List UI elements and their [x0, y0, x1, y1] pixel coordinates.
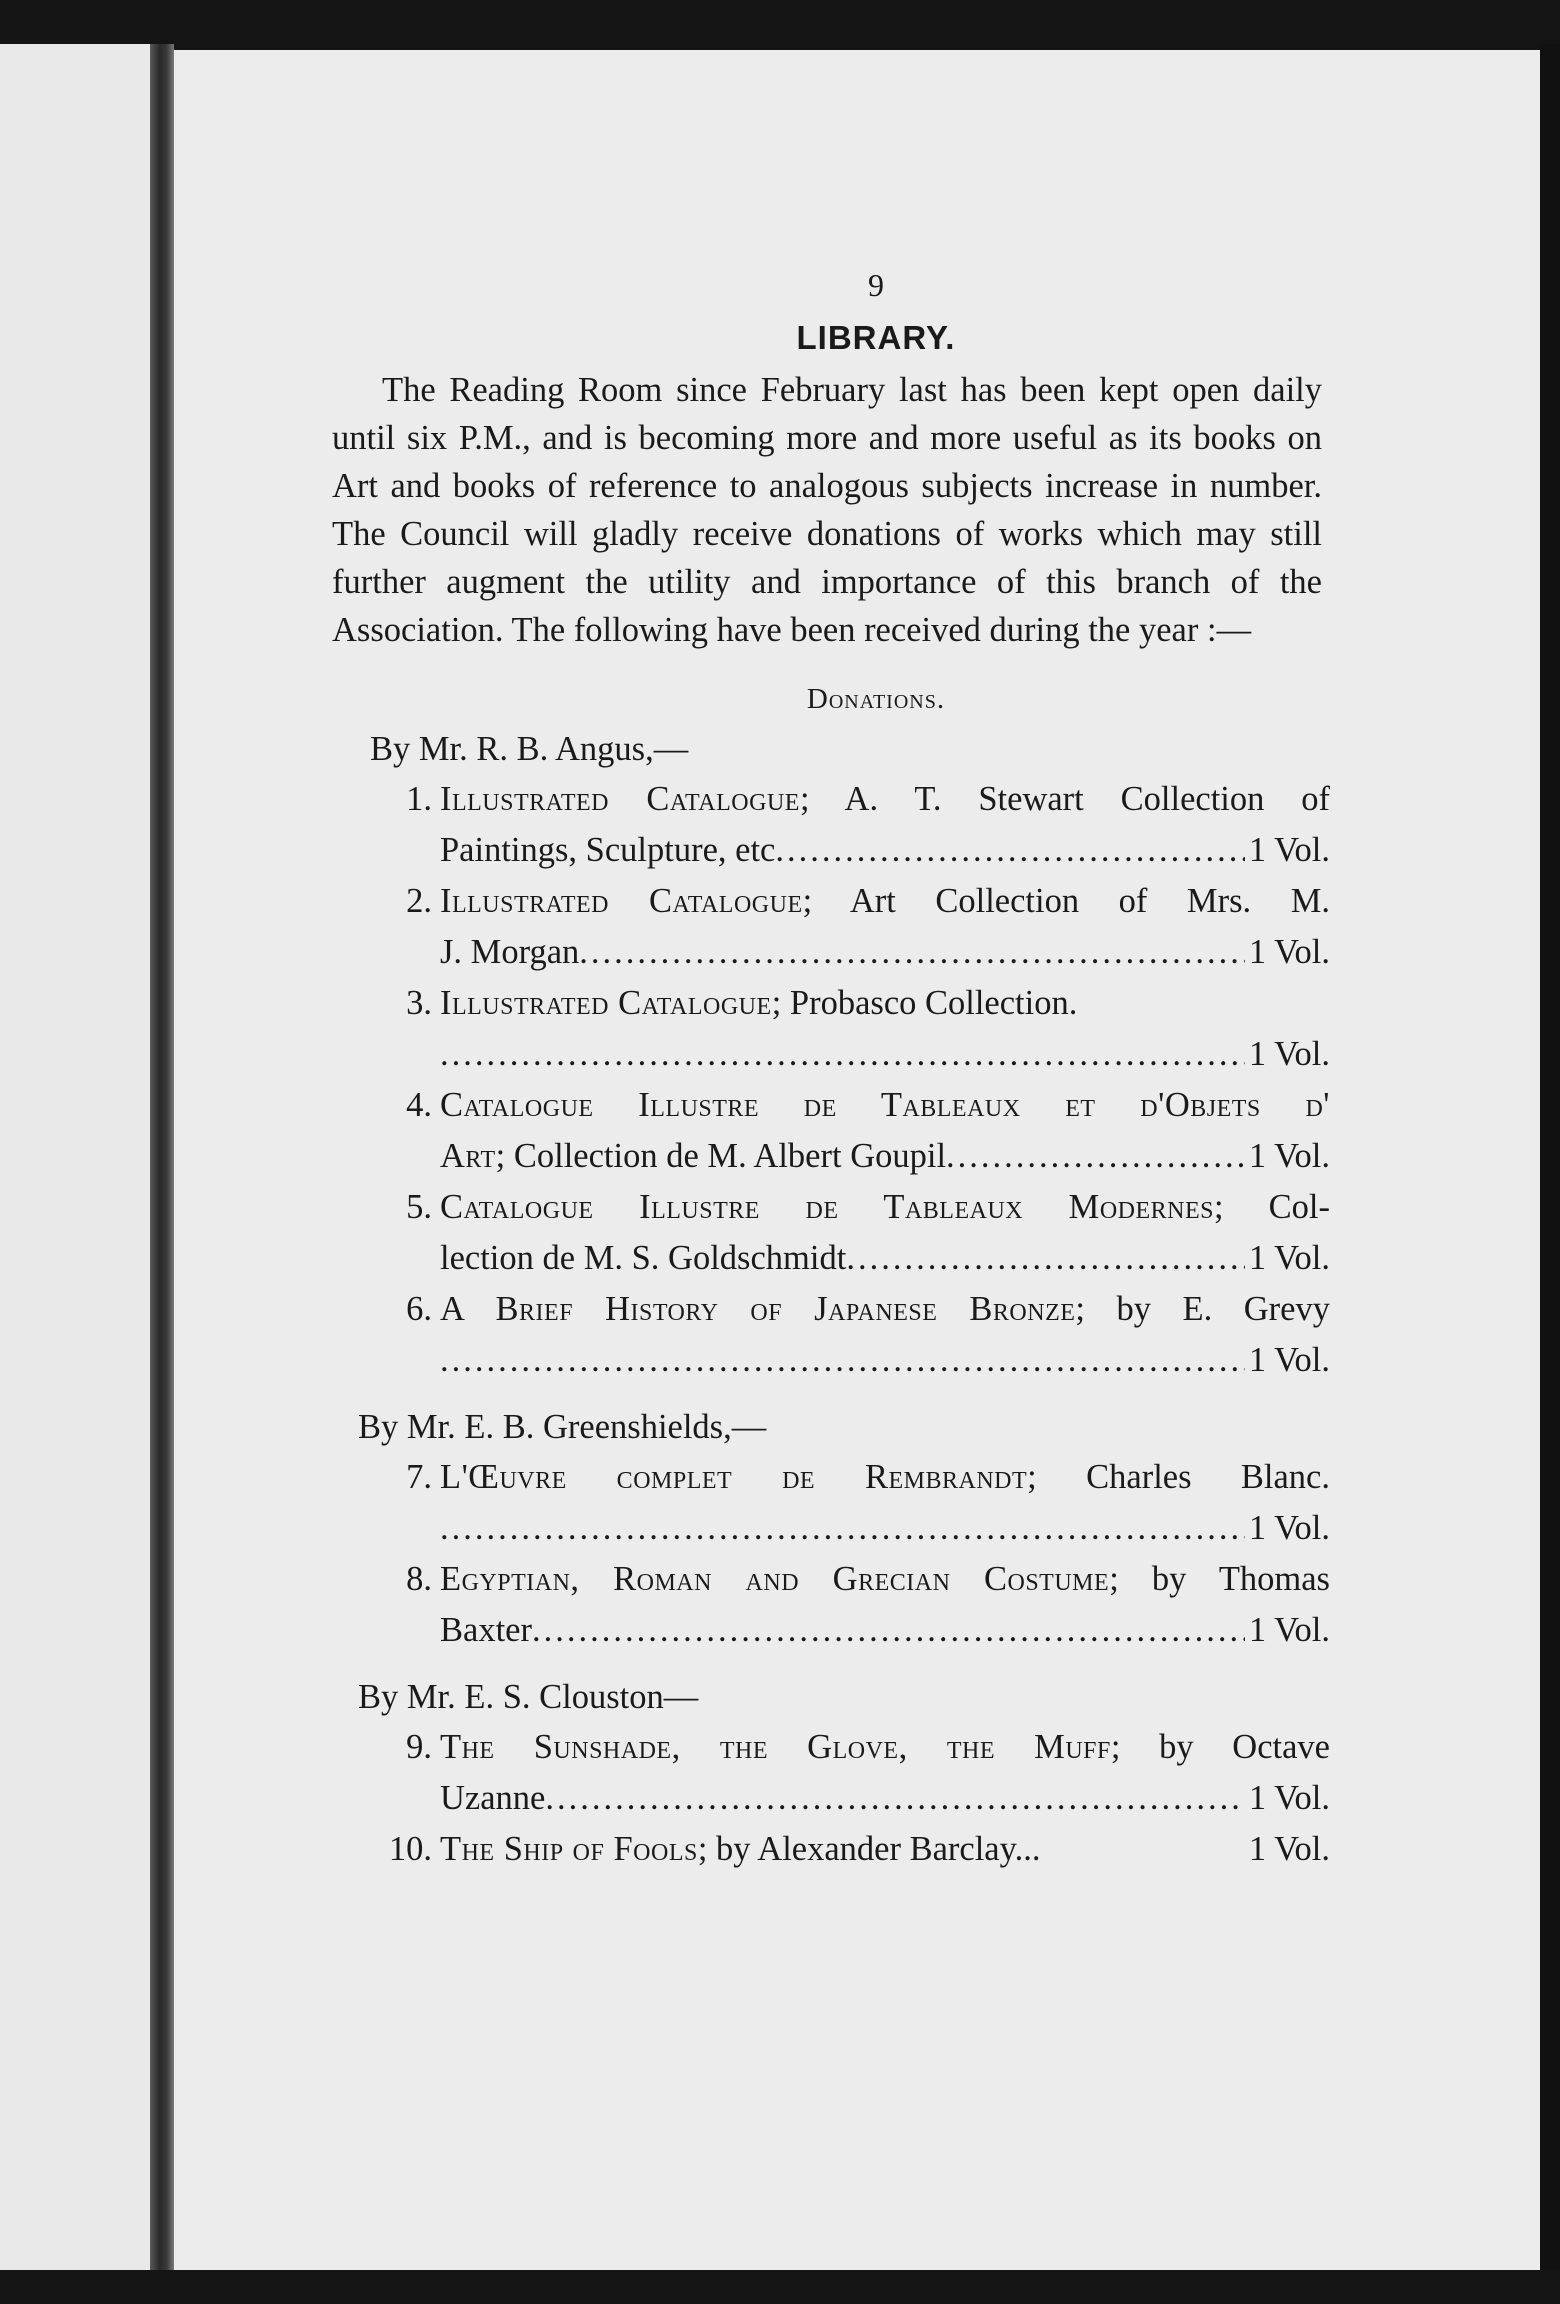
- leader-dots: [946, 1131, 1245, 1182]
- item-number: 6.: [406, 1290, 432, 1328]
- item-detail-continued: ; Collection de M. Albert Goupil: [495, 1137, 947, 1175]
- leader-dots: [440, 1503, 1245, 1554]
- item-detail-continued: Uzanne: [440, 1779, 546, 1817]
- list-item: [326, 1554, 1330, 1656]
- section-heading: LIBRARY.: [796, 319, 956, 356]
- list-item: [326, 1080, 1330, 1182]
- leader-dots: [775, 825, 1244, 876]
- intro-paragraph: The Reading Room since February last has been kept open daily until six P.M., and is becoming more and more useful as its books on Art and books of reference to analogous subjects increase in number. The Council will gladly receive donations of works which may still further augment the utility and importance of this branch of the Association. The following have been received during the year :—: [332, 371, 1322, 649]
- item-detail: ; by E. Grevy: [1075, 1290, 1330, 1328]
- item-detail: ; by Alexander Barclay...: [697, 1830, 1041, 1868]
- book-spine: [150, 44, 174, 2270]
- leader-dots: [440, 1335, 1245, 1386]
- item-title: Catalogue Illustre de Tableaux et d'Objets d': [440, 1086, 1330, 1124]
- item-detail: ; Charles Blanc.: [1027, 1458, 1331, 1496]
- item-volume: 1 Vol.: [1248, 933, 1330, 971]
- list-item: [326, 876, 1330, 978]
- page-content: [326, 262, 1330, 1875]
- donor-name: By Mr. E. B. Greenshields,—: [358, 1408, 767, 1446]
- item-title: A Brief History of Japanese Bronze: [440, 1290, 1076, 1328]
- item-detail: ; Probasco Collection.: [771, 984, 1078, 1022]
- item-volume: 1 Vol.: [1248, 1239, 1330, 1277]
- item-detail-continued: lection de M. S. Goldschmidt: [440, 1239, 847, 1277]
- donor-name: By Mr. R. B. Angus,—: [370, 730, 689, 768]
- item-title: The Ship of Fools: [440, 1830, 698, 1868]
- item-volume: 1 Vol.: [1248, 831, 1330, 869]
- list-item: [326, 774, 1330, 876]
- item-title: The Sunshade, the Glove, the Muff: [440, 1728, 1111, 1766]
- item-number: 7.: [406, 1458, 432, 1496]
- item-number: 5.: [406, 1188, 432, 1226]
- item-number: 1.: [406, 780, 432, 818]
- leader-dots: [846, 1233, 1245, 1284]
- item-detail-continued: Paintings, Sculpture, etc: [440, 831, 776, 869]
- item-detail: ; Art Collection of Mrs. M.: [802, 882, 1330, 920]
- item-number: 3.: [406, 984, 432, 1022]
- scan-right-edge: [1540, 44, 1560, 2274]
- list-item: [326, 1182, 1330, 1284]
- leader-dots: [532, 1605, 1245, 1656]
- list-item: [326, 978, 1330, 1080]
- item-detail: ; by Octave: [1110, 1728, 1330, 1766]
- donor-name: By Mr. E. S. Clouston—: [358, 1678, 699, 1716]
- page-number: 9: [868, 267, 884, 303]
- leader-dots: [440, 1029, 1245, 1080]
- list-item: [326, 1722, 1330, 1824]
- item-number: 9.: [406, 1728, 432, 1766]
- item-detail: ; A. T. Stewart Collection of: [799, 780, 1330, 818]
- item-title: Egyptian, Roman and Grecian Costume: [440, 1560, 1110, 1598]
- donations-heading: Donations.: [806, 683, 946, 715]
- item-title-continued: Art: [440, 1137, 496, 1175]
- item-detail: ; Col-: [1214, 1188, 1330, 1226]
- item-volume: 1 Vol.: [1248, 1035, 1330, 1073]
- item-detail-continued: J. Morgan: [440, 933, 580, 971]
- item-volume: 1 Vol.: [1248, 1611, 1330, 1649]
- list-item: [326, 1284, 1330, 1386]
- item-number: 4.: [406, 1086, 432, 1124]
- item-volume: 1 Vol.: [1248, 1341, 1330, 1379]
- item-title: Illustrated Catalogue: [440, 780, 800, 818]
- item-volume: 1 Vol.: [1248, 1830, 1330, 1868]
- scan-bottom-border: [0, 2270, 1560, 2304]
- item-number: 2.: [406, 882, 432, 920]
- leader-dots: [579, 927, 1245, 978]
- item-title: Catalogue Illustre de Tableaux Modernes: [440, 1188, 1215, 1226]
- list-item: [326, 1824, 1330, 1875]
- list-item: [326, 1452, 1330, 1554]
- item-number: 10.: [388, 1830, 432, 1868]
- scan-top-border: [0, 0, 1560, 52]
- item-number: 8.: [406, 1560, 432, 1598]
- item-volume: 1 Vol.: [1248, 1137, 1330, 1175]
- item-title: Illustrated Catalogue: [440, 984, 772, 1022]
- item-title: L'Œuvre complet de Rembrandt: [440, 1458, 1028, 1496]
- item-volume: 1 Vol.: [1248, 1509, 1330, 1547]
- leader-dots: [545, 1773, 1244, 1824]
- item-volume: 1 Vol.: [1248, 1779, 1330, 1817]
- item-title: Illustrated Catalogue: [440, 882, 803, 920]
- facing-page-edge: [0, 44, 160, 2270]
- item-detail-continued: Baxter: [440, 1611, 532, 1649]
- item-detail: ; by Thomas: [1109, 1560, 1330, 1598]
